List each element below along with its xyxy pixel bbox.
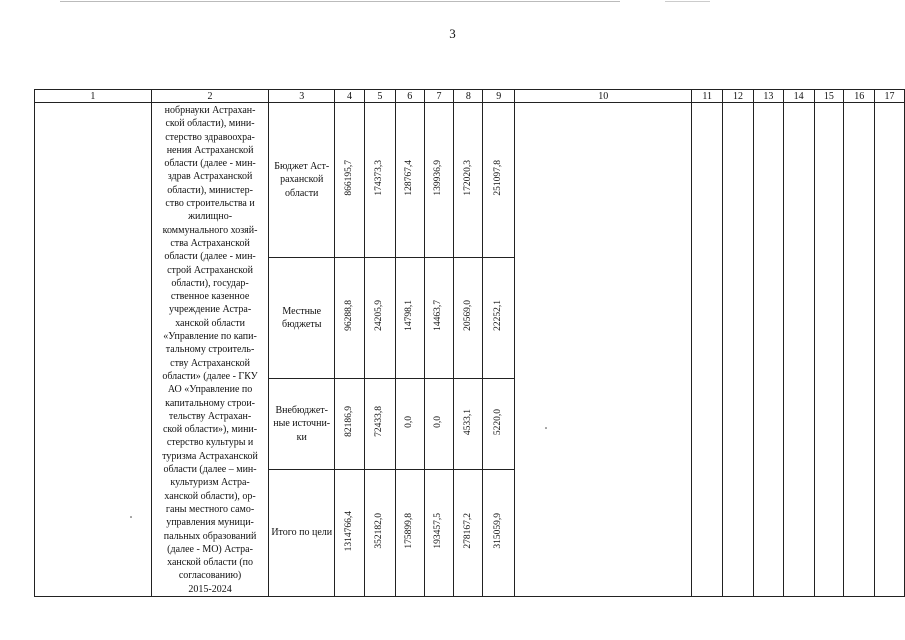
value-text: 20569,0 <box>462 300 473 332</box>
value-text: 0,0 <box>404 415 415 428</box>
empty-cell <box>692 103 723 597</box>
column-header: 5 <box>364 90 395 103</box>
value-text: 174373,3 <box>374 160 385 196</box>
value-cell <box>364 103 395 258</box>
value-cell <box>395 103 424 258</box>
column-header: 16 <box>844 90 875 103</box>
value-cell <box>424 470 454 597</box>
column-header: 6 <box>395 90 424 103</box>
value-cell <box>335 378 365 469</box>
table-row <box>35 103 905 258</box>
value-text: 128767,4 <box>404 160 415 196</box>
column-header: 2 <box>151 90 268 103</box>
value-cell <box>483 378 515 469</box>
value-text: 315059,9 <box>493 513 504 549</box>
value-cell <box>483 258 515 379</box>
value-text: 352182,0 <box>374 513 385 549</box>
value-cell <box>395 378 424 469</box>
value-cell <box>454 103 483 258</box>
funding-source-cell <box>269 103 335 258</box>
value-text: 193457,5 <box>433 513 444 549</box>
value-text: 139936,9 <box>433 160 444 196</box>
responsible-executors-cell <box>151 103 268 597</box>
value-text: 96288,8 <box>343 300 354 332</box>
value-text: 866195,7 <box>343 160 354 196</box>
page-number: 3 <box>449 26 456 41</box>
column-header: 15 <box>814 90 844 103</box>
value-text: 172020,3 <box>462 160 473 196</box>
value-cell <box>395 258 424 379</box>
funding-source-cell <box>269 378 335 469</box>
column-header: 1 <box>35 90 152 103</box>
value-cell <box>483 103 515 258</box>
value-cell <box>395 470 424 597</box>
value-cell <box>335 103 365 258</box>
scan-speck <box>130 516 132 518</box>
value-cell <box>454 378 483 469</box>
value-cell <box>364 470 395 597</box>
value-text: 251097,8 <box>493 160 504 196</box>
value-text: 72433,8 <box>374 406 385 438</box>
empty-cell <box>723 103 754 597</box>
value-cell <box>424 103 454 258</box>
value-cell <box>335 470 365 597</box>
empty-cell <box>875 103 905 597</box>
funding-source-cell <box>269 258 335 379</box>
value-text: 5220,0 <box>493 408 504 435</box>
value-cell <box>424 378 454 469</box>
scan-speck <box>545 427 547 429</box>
column-header: 10 <box>515 90 692 103</box>
empty-cell <box>783 103 814 597</box>
value-cell <box>454 258 483 379</box>
column-header: 17 <box>875 90 905 103</box>
column-number-row <box>35 90 905 103</box>
value-text: 14463,7 <box>433 300 444 332</box>
budget-table <box>34 89 905 597</box>
empty-cell <box>844 103 875 597</box>
value-cell <box>364 258 395 379</box>
value-cell <box>454 470 483 597</box>
empty-cell <box>753 103 783 597</box>
column-header: 3 <box>269 90 335 103</box>
column-10-empty-cell <box>515 103 692 597</box>
value-cell <box>483 470 515 597</box>
responsible-executors-text: нобрнауки Астрахан- ской области), мини- стерство здравоохра- нения Астраханской области (далее - мин- здрав Астраханской области), министер- ство строительства и жилищно- коммунального хозяй- ства Астраханской области (далее - мин- строй Астраханской области), государ- ственное казенное учреждение Астра- ханской области «Управление по капи- тальному строитель- ству Астраханской области» (далее - ГКУ АО «Управление по капитальному строи- тельству Астрахан- ской области»), мини- стерство культуры и туризма Астраханской области (далее – мин- культуризм Астра- ханской области), ор- ганы местного само- управления муници- пальных образований (далее - МО) Астра- ханской области (по согласованию) <box>162 105 258 582</box>
funding-source-label: Бюджет Аст- раханской области <box>274 161 330 199</box>
funding-source-cell <box>269 470 335 597</box>
funding-source-label: Местные бюджеты <box>281 305 322 331</box>
value-text: 1314766,4 <box>343 510 354 552</box>
value-text: 4533,1 <box>462 408 473 435</box>
column-header: 12 <box>723 90 754 103</box>
value-text: 82186,9 <box>343 406 354 438</box>
column-header: 14 <box>783 90 814 103</box>
value-text: 22252,1 <box>493 300 504 332</box>
column-1-empty-cell <box>35 103 152 597</box>
column-header: 13 <box>753 90 783 103</box>
value-cell <box>364 378 395 469</box>
funding-source-label: Внебюджет- ные источни- ки <box>273 405 331 443</box>
column-header: 11 <box>692 90 723 103</box>
value-text: 14798,1 <box>404 300 415 332</box>
value-cell <box>424 258 454 379</box>
funding-source-label: Итого по цели <box>271 527 333 539</box>
value-text: 24205,9 <box>374 300 385 332</box>
value-cell <box>335 258 365 379</box>
column-header: 8 <box>454 90 483 103</box>
scan-top-edge-mark <box>665 1 710 2</box>
value-text: 278167,2 <box>462 513 473 549</box>
value-text: 175899,8 <box>404 513 415 549</box>
column-header: 7 <box>424 90 454 103</box>
column-header: 4 <box>335 90 365 103</box>
implementation-period: 2015-2024 <box>188 583 232 595</box>
value-text: 0,0 <box>433 415 444 428</box>
scan-top-edge-line <box>60 1 620 2</box>
empty-cell <box>814 103 844 597</box>
column-header: 9 <box>483 90 515 103</box>
